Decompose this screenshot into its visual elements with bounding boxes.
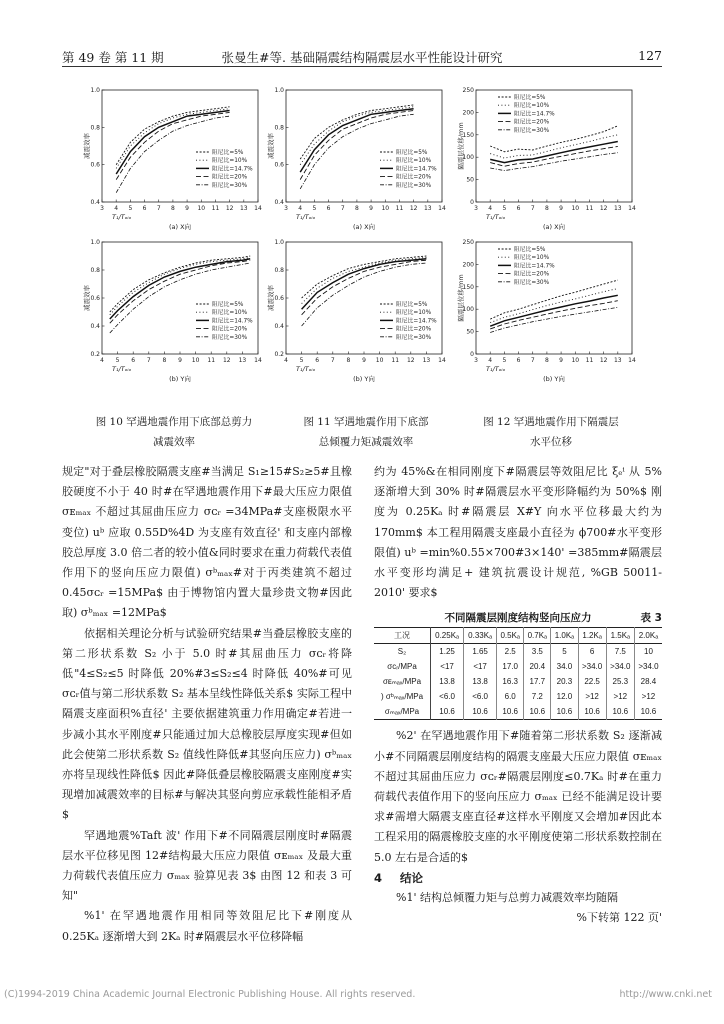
- y-tick-label: 0.6: [274, 161, 284, 169]
- cnki-url: http://www.cnki.net: [619, 989, 712, 1000]
- paragraph: %1' 结构总倾覆力矩与总剪力减震效率均随隔: [396, 891, 618, 905]
- y-tick-label: 0.4: [90, 323, 100, 330]
- table-cell: 12.0: [551, 689, 578, 704]
- header-rule: [62, 66, 662, 67]
- x-tick-label: 4: [488, 357, 493, 364]
- x-tick-label: 9: [559, 357, 564, 364]
- table-cell: 17.0: [497, 659, 524, 674]
- header-cell: 工况: [374, 628, 431, 644]
- x-tick-label: 3: [100, 205, 104, 212]
- x-tick-label: 9: [369, 205, 374, 212]
- caption-line: 图 11 罕遇地震作用下底部: [303, 416, 429, 428]
- y-axis-label: 隔震层位移/mm: [457, 122, 465, 170]
- y-tick-label: 200: [462, 261, 474, 269]
- table-cell: 10.6: [431, 704, 464, 720]
- chart-subtitle: (a) X向: [352, 223, 376, 231]
- table-3: [374, 627, 662, 720]
- caption-line: 图 12 罕遇地震作用下隔震层: [483, 416, 619, 428]
- table-cell: 10.6: [606, 704, 634, 720]
- x-tick-label: 12: [225, 205, 234, 212]
- table-cell: >34.0: [578, 659, 606, 674]
- chart-svg: [264, 84, 454, 254]
- x-tick-label: 6: [326, 205, 331, 212]
- x-tick-label: 12: [222, 357, 231, 364]
- x-axis-label: T₁/Tₒᵢₒ: [296, 365, 316, 373]
- figure-11-caption: [274, 412, 458, 452]
- chart-fig10-y: [80, 236, 270, 406]
- y-tick-label: 150: [462, 283, 474, 291]
- table-cell: <6.0: [431, 689, 464, 704]
- legend-label: 阻尼比=14.7%: [396, 166, 437, 173]
- x-tick-label: 7: [530, 357, 535, 364]
- x-axis-label: T₁/Tₒᵢₒ: [296, 213, 316, 221]
- series-line: [302, 257, 427, 303]
- chart-svg: [454, 236, 644, 406]
- x-tick-label: 14: [628, 357, 636, 364]
- header-cell: 1.0Kₐ: [551, 628, 578, 644]
- legend-label: 阻尼比=5%: [212, 302, 244, 308]
- table-cell: ) σᵇₘₐₓ/MPa: [374, 689, 431, 704]
- table-cell: 25.3: [606, 674, 634, 689]
- y-tick-label: 0.4: [90, 199, 100, 206]
- legend-label: 阻尼比=20%: [396, 174, 432, 181]
- y-tick-label: 0.4: [274, 323, 284, 330]
- y-tick-label: 0.6: [90, 295, 100, 302]
- x-tick-label: 12: [599, 357, 608, 364]
- legend-label: 阻尼比=5%: [514, 247, 546, 253]
- series-line: [490, 301, 618, 329]
- legend-label: 阻尼比=10%: [514, 255, 550, 262]
- running-header: [62, 44, 662, 66]
- figure-10-caption: [76, 412, 272, 452]
- header-cell: 1.2Kₐ: [578, 628, 606, 644]
- continued-note: %下转第 122 页': [576, 911, 662, 925]
- x-tick-label: 7: [156, 205, 161, 212]
- y-tick-label: 0.2: [90, 351, 100, 358]
- x-tick-label: 5: [502, 357, 507, 364]
- series-line: [490, 295, 618, 326]
- caption-line: 水平位移: [530, 436, 572, 448]
- x-tick-label: 14: [254, 205, 262, 212]
- x-tick-label: 11: [585, 357, 594, 364]
- chart-subtitle: (a) X向: [168, 223, 192, 231]
- legend-label: 阻尼比=10%: [396, 310, 432, 317]
- legend-label: 阻尼比=20%: [514, 119, 550, 126]
- x-tick-label: 8: [162, 357, 167, 364]
- x-tick-label: 8: [170, 205, 175, 212]
- legend-label: 阻尼比=14.7%: [514, 263, 555, 270]
- x-tick-label: 9: [362, 357, 366, 364]
- legend-label: 阻尼比=5%: [396, 150, 428, 156]
- header-cell: 0.33Kₐ: [464, 628, 497, 644]
- y-tick-label: 100: [462, 154, 474, 162]
- x-tick-label: 14: [438, 205, 446, 212]
- table-cell: 16.3: [497, 674, 524, 689]
- x-tick-label: 4: [100, 357, 104, 364]
- x-tick-label: 6: [315, 357, 320, 364]
- paragraph: %2' 在罕遇地震作用下#随着第二形状系数 S₂ 逐渐减小#不同隔震层刚度结构的隔震支座最大压应力限值 σᴇₘₐₓ 不超过其屈曲压应力 σᴄᵣ#隔震层刚度≤0.7Kₐ 时#在重力荷载代表值作用下的竖向压应力 σₘₐₓ 已经不能满足设计要求#需增大隔震支座直径#这样水平刚度又会增加#因此本工程采用的隔震橡胶支座的水平刚度使第二形状系数控制在 5.0 左右是合适的$: [374, 729, 662, 864]
- legend-label: 阻尼比=14.7%: [212, 318, 253, 325]
- caption-line: 图 10 罕遇地震作用下底部总剪力: [95, 416, 253, 428]
- y-axis-label: 减震效率: [83, 133, 91, 159]
- series-line: [116, 107, 229, 165]
- x-tick-label: 14: [254, 357, 262, 364]
- chart-svg: [454, 84, 644, 254]
- table-cell: 17.7: [524, 674, 551, 689]
- table-cell: >34.0: [634, 659, 662, 674]
- chart-svg: [80, 84, 270, 254]
- x-tick-label: 11: [585, 205, 594, 212]
- table-cell: >12: [634, 689, 662, 704]
- x-tick-label: 11: [391, 357, 400, 364]
- section-heading: [374, 868, 662, 888]
- x-tick-label: 9: [559, 205, 564, 212]
- table-cell: 10.6: [634, 704, 662, 720]
- legend-label: 阻尼比=30%: [212, 182, 248, 189]
- x-tick-label: 13: [422, 357, 431, 364]
- y-tick-label: 150: [462, 131, 474, 139]
- legend-label: 阻尼比=30%: [514, 279, 550, 286]
- y-tick-label: 0.6: [90, 161, 100, 169]
- x-tick-label: 9: [185, 205, 190, 212]
- y-axis-label: 减震效率: [267, 285, 275, 311]
- legend-label: 阻尼比=10%: [396, 158, 432, 165]
- chart-fig11-y: [264, 236, 454, 406]
- chart-subtitle: (a) X向: [542, 223, 566, 231]
- table-cell: 10: [634, 644, 662, 660]
- legend-label: 阻尼比=14.7%: [514, 111, 555, 118]
- x-tick-label: 10: [381, 205, 390, 212]
- x-tick-label: 5: [128, 205, 133, 212]
- chart-subtitle: (b) Y向: [169, 375, 191, 383]
- x-tick-label: 13: [613, 205, 622, 212]
- figure-12-caption: [466, 412, 636, 452]
- x-tick-label: 12: [406, 357, 415, 364]
- x-tick-label: 10: [571, 205, 580, 212]
- x-tick-label: 5: [502, 205, 507, 212]
- x-tick-label: 4: [488, 205, 493, 212]
- x-axis-label: T₁/Tₒᵢₒ: [112, 213, 132, 221]
- x-tick-label: 5: [299, 357, 304, 364]
- x-tick-label: 11: [211, 205, 220, 212]
- series-line: [302, 263, 427, 326]
- table-cell: 13.8: [431, 674, 464, 689]
- table-row: [374, 704, 662, 720]
- legend-label: 阻尼比=30%: [212, 334, 248, 341]
- table-cell: 22.5: [578, 674, 606, 689]
- table-row: [374, 659, 662, 674]
- caption-line: 减震效率: [153, 436, 195, 448]
- running-title: 张曼生#等. 基础隔震结构隔震层水平性能设计研究: [221, 50, 503, 65]
- y-tick-label: 50: [466, 176, 474, 184]
- x-tick-label: 10: [197, 205, 206, 212]
- right-column: [374, 462, 662, 928]
- y-tick-label: 1.0: [274, 87, 284, 94]
- table-header-row: [374, 628, 662, 644]
- y-tick-label: 0.8: [90, 267, 100, 274]
- paragraph: 罕遇地震%Taft 波' 作用下#不同隔震层刚度时#隔震层水平位移见图 12#结构最大压应力限值 σᴇₘₐₓ 及最大重力荷载代表值压应力 σₘₐₓ 验算见表 3$ 由图 12 和表 3 可知": [62, 828, 352, 903]
- table-cell: 3.5: [524, 644, 551, 660]
- table-cell: σᴇₘₐₓ/MPa: [374, 674, 431, 689]
- x-tick-label: 11: [207, 357, 216, 364]
- x-tick-label: 7: [146, 357, 151, 364]
- paragraph: 约为 45%&在相同刚度下#隔震层等效阻尼比 ξₑⁱ 从 5% 逐渐增大到 30% 时#隔震层水平变形降幅约为 50%$ 刚度为 0.25Kₐ 时#隔震层 X#Y 向水平位移最大约为 170mm$ 本工程用隔震支座最小直径为 ϕ700#水平变形限值) uᵇ =min%0.55×700#3×140' =385mm#隔震层水平变形均满足+ 建筑抗震设计规范, %GB 50011- 2010' 要求$: [374, 465, 662, 600]
- chart-fig10-x: [80, 84, 270, 254]
- table-cell: 13.8: [464, 674, 497, 689]
- legend-label: 阻尼比=20%: [396, 326, 432, 333]
- table-cell: 10.6: [524, 704, 551, 720]
- table-cell: 10.6: [578, 704, 606, 720]
- section-number: 4: [374, 870, 383, 885]
- x-tick-label: 13: [613, 357, 622, 364]
- table-row: [374, 689, 662, 704]
- x-tick-label: 10: [191, 357, 200, 364]
- series-line: [490, 142, 618, 163]
- table-cell: σₘₐₓ/MPa: [374, 704, 431, 720]
- legend-label: 阻尼比=30%: [396, 182, 432, 189]
- x-tick-label: 5: [312, 205, 317, 212]
- legend-label: 阻尼比=20%: [212, 326, 248, 333]
- x-tick-label: 6: [516, 205, 521, 212]
- legend-label: 阻尼比=5%: [514, 95, 546, 101]
- y-axis-label: 隔震层位移/mm: [457, 274, 465, 322]
- table-cell: σᴄᵣ/MPa: [374, 659, 431, 674]
- x-tick-label: 6: [516, 357, 521, 364]
- table-cell: 6.0: [497, 689, 524, 704]
- header-cell: 0.25Kₐ: [431, 628, 464, 644]
- y-tick-label: 0.8: [90, 124, 100, 132]
- y-tick-label: 50: [466, 328, 474, 336]
- x-tick-label: 10: [375, 357, 384, 364]
- y-tick-label: 0.6: [274, 295, 284, 302]
- x-tick-label: 12: [599, 205, 608, 212]
- series-line: [490, 289, 618, 323]
- x-tick-label: 3: [474, 205, 478, 212]
- table-cell: 1.25: [431, 644, 464, 660]
- y-tick-label: 0.4: [274, 199, 284, 206]
- table-cell: 10.6: [551, 704, 578, 720]
- x-tick-label: 6: [131, 357, 136, 364]
- left-column: [62, 462, 352, 947]
- x-tick-label: 4: [298, 205, 303, 212]
- table-cell: 7.2: [524, 689, 551, 704]
- chart-svg: [80, 236, 270, 406]
- legend-label: 阻尼比=30%: [514, 127, 550, 134]
- table-cell: <17: [464, 659, 497, 674]
- y-axis-label: 减震效率: [83, 285, 91, 311]
- x-tick-label: 13: [239, 205, 248, 212]
- x-tick-label: 6: [142, 205, 147, 212]
- legend-label: 阻尼比=30%: [396, 334, 432, 341]
- x-tick-label: 14: [438, 357, 446, 364]
- legend-label: 阻尼比=10%: [212, 158, 248, 165]
- table-cell: <6.0: [464, 689, 497, 704]
- x-tick-label: 8: [354, 205, 359, 212]
- plot-frame: [476, 90, 632, 202]
- y-tick-label: 1.0: [90, 239, 100, 246]
- y-tick-label: 0.2: [274, 351, 284, 358]
- x-tick-label: 8: [346, 357, 351, 364]
- legend-label: 阻尼比=5%: [396, 302, 428, 308]
- chart-fig11-x: [264, 84, 454, 254]
- x-tick-label: 7: [340, 205, 345, 212]
- caption-line: 总倾覆力矩减震效率: [318, 436, 414, 448]
- x-tick-label: 4: [114, 205, 119, 212]
- legend-label: 阻尼比=14.7%: [212, 166, 253, 173]
- table-cell: 1.65: [464, 644, 497, 660]
- table-cell: 20.3: [551, 674, 578, 689]
- x-tick-label: 7: [530, 205, 535, 212]
- x-tick-label: 8: [544, 205, 549, 212]
- table-cell: 28.4: [634, 674, 662, 689]
- issue-label: 第 49 卷 第 11 期: [62, 50, 164, 65]
- chart-svg: [264, 236, 454, 406]
- table-row: [374, 644, 662, 660]
- x-tick-label: 4: [284, 357, 288, 364]
- table-3-title: [374, 609, 662, 627]
- y-tick-label: 0: [470, 199, 474, 206]
- y-tick-label: 0: [470, 351, 474, 358]
- table-cell: 2.5: [497, 644, 524, 660]
- x-tick-label: 5: [115, 357, 120, 364]
- table-cell: 20.4: [524, 659, 551, 674]
- y-axis-label: 减震效率: [267, 133, 275, 159]
- copyright-text: (C)1994-2019 China Academic Journal Electronic Publishing House. All rights reserved.: [4, 989, 416, 1000]
- legend-label: 阻尼比=20%: [212, 174, 248, 181]
- header-cell: 0.5Kₐ: [497, 628, 524, 644]
- x-tick-label: 12: [409, 205, 418, 212]
- table-cell: 10.6: [464, 704, 497, 720]
- y-tick-label: 1.0: [274, 239, 284, 246]
- legend-label: 阻尼比=10%: [514, 103, 550, 110]
- x-axis-label: T₁/Tₒᵢₒ: [112, 365, 132, 373]
- x-tick-label: 11: [395, 205, 404, 212]
- x-tick-label: 7: [330, 357, 335, 364]
- table-row: [374, 674, 662, 689]
- y-tick-label: 100: [462, 306, 474, 314]
- y-tick-label: 250: [462, 239, 474, 246]
- table-cell: >12: [606, 689, 634, 704]
- x-tick-label: 13: [423, 205, 432, 212]
- header-cell: 0.7Kₐ: [524, 628, 551, 644]
- chart-fig12-x: [454, 84, 644, 254]
- x-tick-label: 8: [544, 357, 549, 364]
- paragraph: 规定"对于叠层橡胶隔震支座#当满足 S₁≥15#S₂≥5#且橡胶硬度不小于 40 时#在罕遇地震作用下#最大压应力限值 σᴇₘₐₓ 不超过其屈曲压应力 σᴄᵣ =34MPa#支座极限水平变位) uᵇ 应取 0.55D%4D 为支座有效直径' 和支座内部橡胶总厚度 3.0 倍二者的较小值&同时要求在重力荷载代表值作用下的竖向压应力限值) σᵇₘₐₓ#对于丙类建筑不超过 0.45σᴄᵣ =15MPa$ 由于博物馆内置大量珍贵文物#因此取) σᵇₘₐₓ =12MPa$: [62, 465, 352, 620]
- header-cell: 2.0Kₐ: [634, 628, 662, 644]
- x-tick-label: 3: [474, 357, 478, 364]
- plot-frame: [476, 242, 632, 354]
- table-cell: 6: [578, 644, 606, 660]
- x-tick-label: 14: [628, 205, 636, 212]
- table-cell: 34.0: [551, 659, 578, 674]
- x-tick-label: 13: [238, 357, 247, 364]
- table-cell: 10.6: [497, 704, 524, 720]
- paragraph: 依据相关理论分析与试验研究结果#当叠层橡胶支座的第二形状系数 S₂ 小于 5.0 时#其屈曲压力 σᴄᵣ将降低"4≤S₂≤5 时降低 20%#3≤S₂≤4 时降低 40%#可见 σᴄᵣ值与第二形状系数 S₂ 基本呈线性降低关系$ 实际工程中隔震支座面积%直径' 主要依据建筑重力作用确定#若进一步减小其水平刚度#只能通过加大总橡胶层厚度实现#但如此会使第二形状系数 S₂ 值线性降低#其竖向压应力) σᵇₘₐₓ 亦将呈现线性降低$ 因此#降低叠层橡胶隔震支座刚度#实现增加减震效率的目标#与解决其竖向剪应承载性能相矛盾$: [62, 626, 352, 822]
- table-cell: >34.0: [606, 659, 634, 674]
- x-axis-label: T₁/Tₒᵢₒ: [486, 213, 506, 221]
- page-number: 127: [638, 48, 662, 63]
- section-title: 结论: [400, 870, 423, 885]
- y-tick-label: 0.8: [274, 124, 284, 132]
- x-tick-label: 3: [284, 205, 288, 212]
- paragraph: %1' 在罕遇地震作用相同等效阻尼比下#刚度从 0.25Kₐ 逐渐增大到 2Kₐ 时#隔震层水平位移降幅: [62, 909, 352, 943]
- table-cell: 7.5: [606, 644, 634, 660]
- chart-subtitle: (b) Y向: [543, 375, 565, 383]
- y-tick-label: 0.8: [274, 267, 284, 274]
- legend-label: 阻尼比=5%: [212, 150, 244, 156]
- legend-label: 阻尼比=10%: [212, 310, 248, 317]
- table-cell: 5: [551, 644, 578, 660]
- x-axis-label: T₁/Tₒᵢₒ: [486, 365, 506, 373]
- legend-label: 阻尼比=14.7%: [396, 318, 437, 325]
- header-cell: 1.5Kₐ: [606, 628, 634, 644]
- y-tick-label: 200: [462, 109, 474, 117]
- chart-fig12-y: [454, 236, 644, 406]
- table-cell: >12: [578, 689, 606, 704]
- x-tick-label: 10: [571, 357, 580, 364]
- table-cell: <17: [431, 659, 464, 674]
- y-tick-label: 1.0: [90, 87, 100, 94]
- chart-subtitle: (b) Y向: [353, 375, 375, 383]
- table-cell: S₂: [374, 644, 431, 660]
- table-number: 表 3: [640, 612, 662, 625]
- x-tick-label: 9: [178, 357, 182, 364]
- legend-label: 阻尼比=20%: [514, 271, 550, 278]
- y-tick-label: 250: [462, 87, 474, 94]
- table-title: 不同隔震层刚度结构竖向压应力: [444, 612, 592, 625]
